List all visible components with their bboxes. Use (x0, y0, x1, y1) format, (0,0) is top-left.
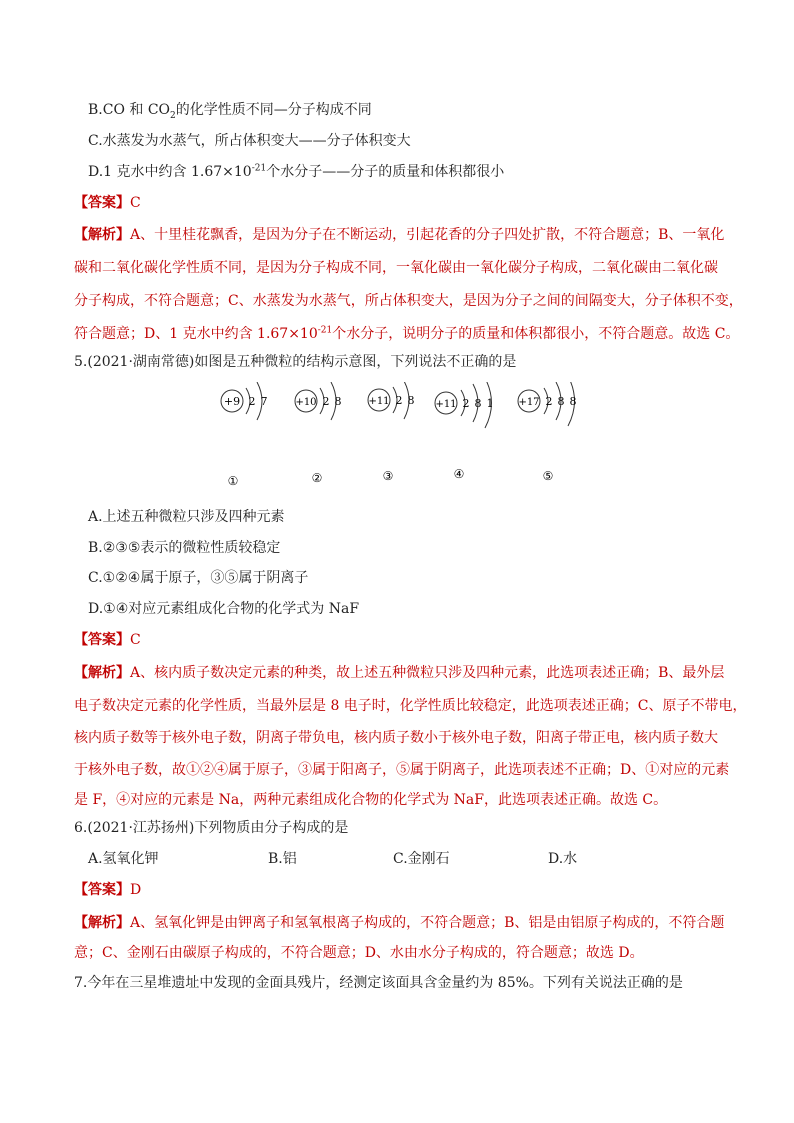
particle-5-shell-3: 8 (569, 395, 577, 408)
q6-stem: 6.(2021·江苏扬州)下列物质由分子构成的是 (74, 820, 349, 836)
q5-analysis-line-1 (74, 663, 724, 683)
q4-option-d-text-end: 个水分子——分子的质量和体积都很小 (266, 164, 505, 180)
particle-1-shell-2: 7 (260, 395, 268, 408)
q5-option-b: B.②③⑤表示的微粒性质较稳定 (88, 540, 281, 556)
particle-2 (295, 382, 342, 485)
q5-option-d: D.①④对应元素组成化合物的化学式为 NaF (88, 601, 360, 617)
particle-5-label: ⑤ (542, 469, 554, 483)
q5-option-a: A.上述五种微粒只涉及四种元素 (88, 509, 285, 525)
particle-4 (435, 382, 494, 481)
particle-5-nucleus: +17 (518, 397, 540, 408)
particle-3-shell-2: 8 (407, 394, 415, 407)
particle-1-label: ① (227, 474, 239, 487)
q6-answer-tag: 【答案】 (74, 882, 130, 898)
q4-option-b-text-end: 的化学性质不同—分子构成不同 (175, 102, 372, 118)
q4-option-b-subscript: 2 (170, 110, 176, 121)
q5-answer-value: C (130, 632, 141, 648)
q4-analysis-line-3: 分子构成，不符合题意；C、水蒸发为水蒸气，所占体积变大，是因为分子之间的间隔变大，分子体积不变， (74, 293, 743, 309)
q6-analysis-text-1: A、氢氧化钾是由钾离子和氢氧根离子构成的，不符合题意；B、铝是由铝原子构成的，不符合题 (130, 915, 725, 931)
q4-analysis-line-1 (74, 225, 724, 245)
q4-analysis-text-4-end: 个水分子，说明分子的质量和体积都很小，不符合题意。故选 C。 (332, 326, 740, 342)
particle-1-nucleus: +9 (223, 395, 241, 408)
q5-analysis-tag: 【解析】 (74, 665, 130, 681)
q4-option-d-superscript: -21 (251, 163, 267, 174)
q6-analysis-line-2: 意；C、金刚石由碳原子构成的，不符合题意；D、水由水分子构成的，符合题意；故选 D。 (74, 945, 644, 961)
q6-answer-value: D (130, 882, 142, 898)
q6-answer (74, 880, 141, 900)
particle-4-nucleus: +11 (435, 399, 457, 410)
particle-3 (368, 382, 415, 483)
q4-option-d (88, 162, 504, 182)
q4-analysis-tag: 【解析】 (74, 227, 130, 243)
q5-stem: 5.(2021·湖南常德)如图是五种微粒的结构示意图，下列说法不正确的是 (74, 354, 517, 370)
particle-2-label: ② (311, 471, 323, 485)
q6-options (0, 849, 794, 869)
particle-4-shell-1: 2 (462, 397, 470, 410)
q5-option-c: C.①②④属于原子，③⑤属于阴离子 (88, 570, 309, 586)
particle-2-shell-1: 2 (322, 395, 330, 408)
particle-2-nucleus: +10 (295, 397, 317, 408)
q4-analysis-text-4: 符合题意；D、1 克水中约含 1.67×10 (74, 326, 318, 342)
q4-option-b (88, 100, 372, 120)
q4-option-b-text: B.CO 和 CO (88, 102, 171, 118)
particle-2-shell-2: 8 (334, 395, 342, 408)
particle-3-label: ③ (382, 469, 394, 483)
particle-3-shell-1: 2 (395, 394, 403, 407)
q5-analysis-text-1: A、核内质子数决定元素的种类，故上述五种微粒只涉及四种元素，此选项表述正确；B、最外层 (130, 665, 725, 681)
particle-4-shell-2: 8 (474, 397, 482, 410)
particle-5-shell-1: 2 (545, 395, 553, 408)
atomic-structure-diagram (210, 382, 610, 487)
q7-stem: 7.今年在三星堆遗址中发现的金面具残片，经测定该面具含金量约为 85%。下列有关说法正确的是 (74, 975, 683, 991)
q6-option-a: A.氢氧化钾 (88, 851, 159, 867)
q4-analysis-line-2: 碳和二氧化碳化学性质不同，是因为分子构成不同，一氧化碳由一氧化碳分子构成，二氧化碳由二氧化碳 (74, 260, 718, 276)
q6-option-d: D.水 (548, 851, 578, 867)
q5-answer (74, 630, 141, 650)
q5-answer-tag: 【答案】 (74, 632, 130, 648)
q6-option-b: B.铝 (268, 851, 297, 867)
q4-answer-value: C (130, 195, 141, 211)
q6-analysis-tag: 【解析】 (74, 915, 130, 931)
particle-1 (221, 382, 268, 487)
q4-option-d-text: D.1 克水中约含 1.67×10 (88, 164, 252, 180)
q5-analysis-line-2: 电子数决定元素的化学性质，当最外层是 8 电子时，化学性质比较稳定，此选项表述正确；C、原子不带电， (74, 698, 747, 714)
q4-analysis-superscript: -21 (317, 325, 333, 336)
q6-analysis-line-1 (74, 913, 724, 933)
q4-option-c: C.水蒸发为水蒸气，所占体积变大——分子体积变大 (88, 133, 411, 149)
particle-4-label: ④ (453, 467, 465, 481)
particle-5-shell-2: 8 (557, 395, 565, 408)
q6-option-c: C.金刚石 (393, 851, 450, 867)
particle-1-shell-1: 2 (248, 395, 256, 408)
q5-analysis-line-4: 于核外电子数，故①②④属于原子，③属于阳离子，⑤属于阴离子，此选项表述不正确；D、①对应的元素 (74, 762, 730, 778)
q5-analysis-line-3: 核内质子数等于核外电子数，阴离子带负电，核内质子数小于核外电子数，阳离子带正电，核内质子数大 (74, 730, 718, 746)
q5-analysis-line-5: 是 F，④对应的元素是 Na，两种元素组成化合物的化学式为 NaF，此选项表述正确。故选 C。 (74, 792, 668, 808)
particle-3-nucleus: +11 (368, 396, 390, 407)
particle-5 (518, 382, 577, 483)
q4-answer (74, 193, 141, 213)
particle-4-shell-3: 1 (486, 397, 494, 410)
q4-answer-tag: 【答案】 (74, 195, 130, 211)
q4-analysis-text-1: A、十里桂花飘香，是因为分子在不断运动，引起花香的分子四处扩散，不符合题意；B、一氧化 (130, 227, 725, 243)
q4-analysis-line-4 (74, 324, 739, 344)
